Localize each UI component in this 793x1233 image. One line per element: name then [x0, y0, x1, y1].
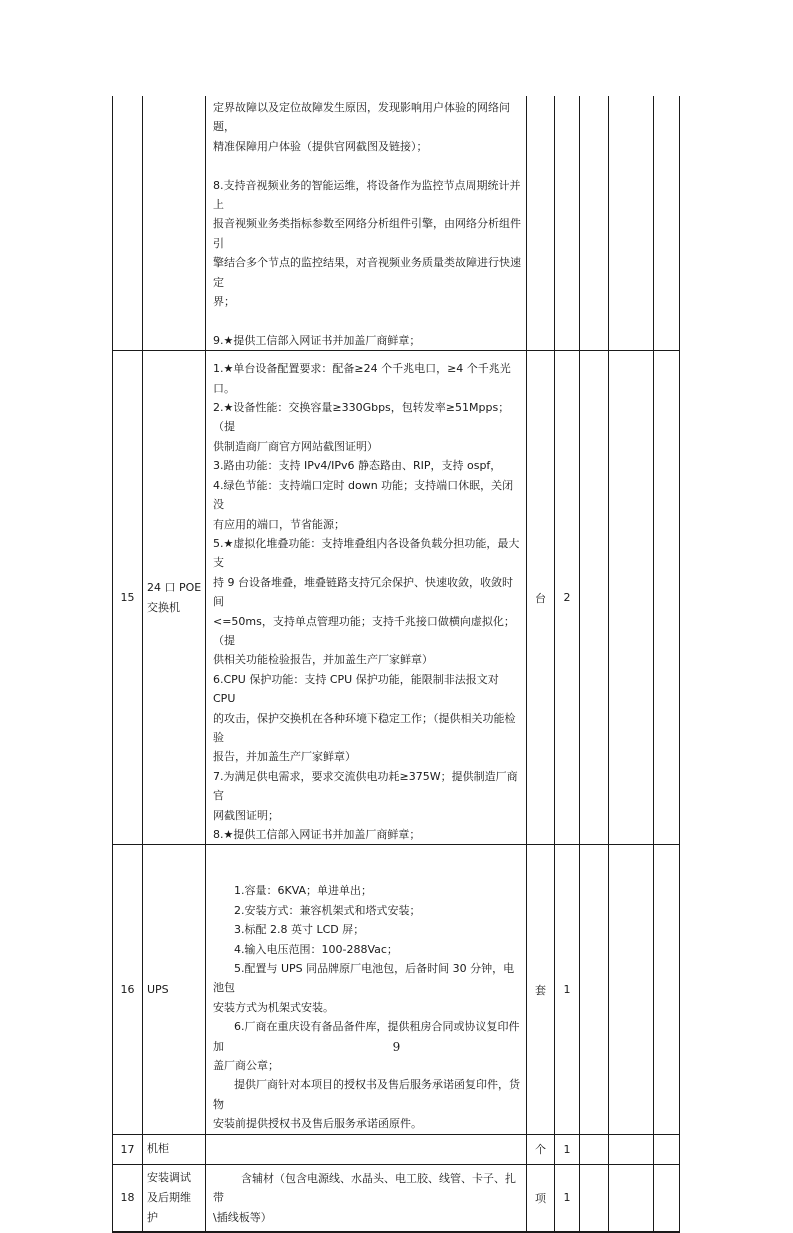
quantity-cell: 1 [555, 845, 580, 1134]
table-row [113, 1164, 680, 1232]
spec-line: 安装方式为机架式安装。 [213, 1000, 334, 1014]
spec-line: 7.为满足供电需求，要求交流供电功耗≥375W；提供制造厂商官 [213, 769, 518, 803]
spec-line: 3.标配 2.8 英寸 LCD 屏； [234, 923, 365, 937]
spec-line: 擎结合多个节点的监控结果，对音视频业务质量类故障进行快速定 [213, 256, 521, 289]
empty-cell [609, 351, 654, 845]
unit-cell: 个 [527, 1134, 555, 1164]
quantity-cell: 1 [555, 1134, 580, 1164]
page-number: 9 [392, 1040, 401, 1054]
spec-line: 的攻击，保护交换机在各种环境下稳定工作；（提供相关功能检验 [213, 711, 516, 744]
spec-description-cell [206, 1164, 527, 1232]
table-row [113, 845, 680, 1134]
spec-line: 安装前提供授权书及售后服务承诺函原件。 [213, 1117, 422, 1131]
spec-line: 有应用的端口，节省能源； [213, 517, 345, 531]
table-row [113, 96, 680, 351]
spec-line: 盖厂商公章； [213, 1059, 279, 1073]
empty-cell [580, 96, 609, 351]
item-name-cell [143, 1164, 206, 1232]
item-name-line: 护 [147, 1210, 158, 1224]
row-number-cell [113, 96, 143, 351]
table-row [113, 1134, 680, 1164]
spec-line: 供相关功能检验报告，并加盖生产厂家鲜章） [213, 653, 433, 667]
empty-cell [609, 96, 654, 351]
spec-line: \插线板等） [213, 1210, 272, 1224]
quantity-cell [555, 96, 580, 351]
spec-description-cell [206, 96, 527, 351]
spec-line: 6.CPU 保护功能：支持 CPU 保护功能，能限制非法报文对 CPU [213, 672, 499, 706]
spec-line: 3.路由功能：支持 IPv4/IPv6 静态路由、RIP，支持 ospf， [213, 459, 502, 473]
equipment-spec-table [112, 96, 680, 1233]
spec-line: 含辅材（包含电源线、水晶头、电工胶、线管、卡子、扎带 [213, 1171, 516, 1205]
spec-line: 8.★提供工信部入网证书并加盖厂商鲜章； [213, 828, 421, 841]
row-number-cell: 18 [113, 1164, 143, 1232]
empty-cell [654, 1164, 680, 1232]
spec-line: 精准保障用户体验（提供官网截图及链接）； [213, 139, 428, 153]
empty-cell [609, 1134, 654, 1164]
row-number-cell: 16 [113, 845, 143, 1134]
spec-line: 9.★提供工信部入网证书并加盖厂商鲜章； [213, 333, 421, 347]
quantity-cell: 2 [555, 351, 580, 845]
item-name-cell: UPS [143, 845, 206, 1134]
spec-description-cell [206, 845, 527, 1134]
empty-cell [654, 845, 680, 1134]
spec-line: 2.安装方式：兼容机架式和塔式安装； [234, 903, 421, 917]
item-name-line: 安装调试 [147, 1170, 191, 1184]
spec-line: 提供厂商针对本项目的授权书及售后服务承诺函复印件，货物 [213, 1078, 520, 1111]
empty-cell [580, 845, 609, 1134]
item-name-cell: 机柜 [143, 1134, 206, 1164]
unit-cell: 台 [527, 351, 555, 845]
spec-line: 1.容量：6KVA；单进单出； [234, 884, 373, 898]
spec-line: 定界故障以及定位故障发生原因，发现影响用户体验的网络问题， [213, 101, 510, 134]
item-name-line: 及后期维 [147, 1190, 191, 1204]
spec-line: 8.支持音视频业务的智能运维，将设备作为监控节点周期统计并上 [213, 178, 521, 212]
spec-line: 5.★虚拟化堆叠功能：支持堆叠组内各设备负载分担功能，最大支 [213, 536, 520, 570]
empty-cell [654, 351, 680, 845]
spec-line: 2.★设备性能：交换容量≥330Gbps，包转发率≥51Mpps；（提 [213, 401, 510, 434]
spec-line: 供制造商厂商官方网站截图证明） [213, 439, 378, 453]
spec-line: 报音视频业务类指标参数至网络分析组件引擎，由网络分析组件引 [213, 217, 521, 250]
spec-description-cell [206, 351, 527, 845]
spec-line: 界； [213, 295, 235, 309]
item-name-cell: 24 口 POE 交换机 [143, 351, 206, 845]
spec-line: <=50ms，支持单点管理功能；支持千兆接口做横向虚拟化；（提 [213, 614, 515, 647]
unit-cell [527, 96, 555, 351]
spec-line: 网截图证明； [213, 808, 279, 822]
spec-line: 持 9 台设备堆叠，堆叠链路支持冗余保护、快速收敛，收敛时间 [213, 575, 513, 609]
empty-cell [609, 1164, 654, 1232]
empty-cell [580, 351, 609, 845]
table-row [113, 351, 680, 845]
quantity-cell: 1 [555, 1164, 580, 1232]
unit-cell: 套 [527, 845, 555, 1134]
row-number-cell: 17 [113, 1134, 143, 1164]
empty-cell [609, 845, 654, 1134]
spec-line: 4.输入电压范围：100-288Vac； [234, 942, 398, 956]
spec-line: 5.配置与 UPS 同品牌原厂电池包，后备时间 30 分钟，电池包 [213, 962, 515, 995]
empty-cell [654, 1134, 680, 1164]
item-name-cell [143, 96, 206, 351]
spec-line: 6.厂商在重庆设有备品备件库，提供租房合同或协议复印件加 [213, 1020, 520, 1053]
spec-line: 报告，并加盖生产厂家鲜章） [213, 750, 356, 764]
empty-cell [654, 96, 680, 351]
row-number-cell: 15 [113, 351, 143, 845]
spec-description-cell [206, 1134, 527, 1164]
empty-cell [580, 1134, 609, 1164]
empty-cell [580, 1164, 609, 1232]
unit-cell: 项 [527, 1164, 555, 1232]
spec-line: 4.绿色节能：支持端口定时 down 功能；支持端口休眠，关闭没 [213, 478, 514, 512]
spec-line: 1.★单台设备配置要求：配备≥24 个千兆电口，≥4 个千兆光口。 [213, 362, 511, 395]
